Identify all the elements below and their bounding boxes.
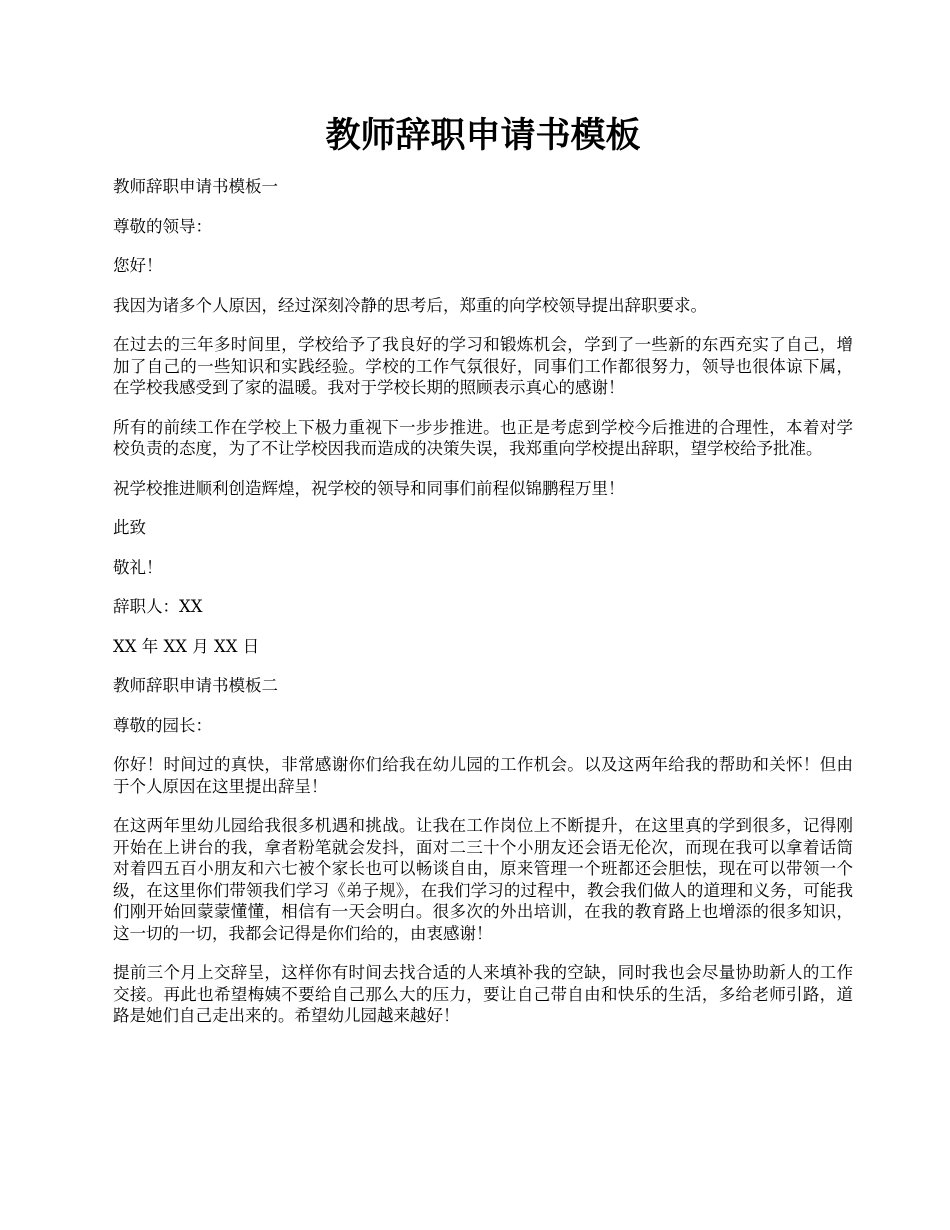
salutation-leader: 尊敬的领导： xyxy=(113,216,212,236)
date-line: XX 年 XX 月 XX 日 xyxy=(113,636,260,656)
document-title: 教师辞职申请书模板 xyxy=(325,115,641,156)
body-paragraph: 提前三个月上交辞呈，这样你有时间去找合适的人来填补我的空缺，同时我也会尽量协助新人的工作交接。再此也希望梅姨不要给自己那么大的压力，要让自己带自由和快乐的生活，多给老师引路，道路是她们自己走出来的。希望幼儿园越来越好！ xyxy=(113,963,853,1025)
closing-phrase: 此致 xyxy=(113,518,146,537)
document-page xyxy=(113,108,853,1045)
body-paragraph: 你好！时间过的真快，非常感谢你们给我在幼儿园的工作机会。以及这两年给我的帮助和关怀！但由于个人原因在这里提出辞呈！ xyxy=(113,755,853,796)
greeting: 您好！ xyxy=(113,256,163,275)
salutation-principal: 尊敬的园长： xyxy=(113,715,212,735)
body-paragraph: 我因为诸多个人原因，经过深刻冷静的思考后，郑重的向学校领导提出辞职要求。 xyxy=(113,295,707,315)
body-paragraph: 在过去的三年多时间里，学校给予了我良好的学习和锻炼机会，学到了一些新的东西充实了自己，增加了自己的一些知识和实践经验。学校的工作气氛很好，同事们工作都很努力，领导也很体谅下属，在学校我感受到了家的温暖。我对于学校长期的照顾表示真心的感谢！ xyxy=(113,335,853,397)
section-heading-template-two: 教师辞职申请书模板二 xyxy=(113,676,278,695)
closing-salute: 敬礼！ xyxy=(113,557,163,577)
body-paragraph: 祝学校推进顺利创造辉煌，祝学校的领导和同事们前程似锦鹏程万里！ xyxy=(113,478,625,498)
body-paragraph: 所有的前续工作在学校上下极力重视下一步步推进。也正是考虑到学校今后推进的合理性，本着对学校负责的态度，为了不让学校因我而造成的决策失误，我郑重向学校提出辞职，望学校给予批准。 xyxy=(113,417,853,458)
section-heading-template-one: 教师辞职申请书模板一 xyxy=(113,177,278,196)
body-paragraph: 在这两年里幼儿园给我很多机遇和挑战。让我在工作岗位上不断提升，在这里真的学到很多，记得刚开始在上讲台的我，拿者粉笔就会发抖，面对二三十个小朋友还会语无伦次，而现在我可以拿着话筒对着四五百小朋友和六七被个家长也可以畅谈自由，原来管理一个班都还会胆怯，现在可以带领一个级，在这里你们带领我们学习《弟子规》，在我们学习的过程中，教会我们做人的道理和义务，可能我们刚开始回蒙蒙懂懂，相信有一天会明白。很多次的外出培训，在我的教育路上也增添的很多知识，这一切的一切，我都会记得是你们给的，由衷感谢！ xyxy=(113,816,853,943)
signature-line: 辞职人：XX xyxy=(113,597,203,616)
